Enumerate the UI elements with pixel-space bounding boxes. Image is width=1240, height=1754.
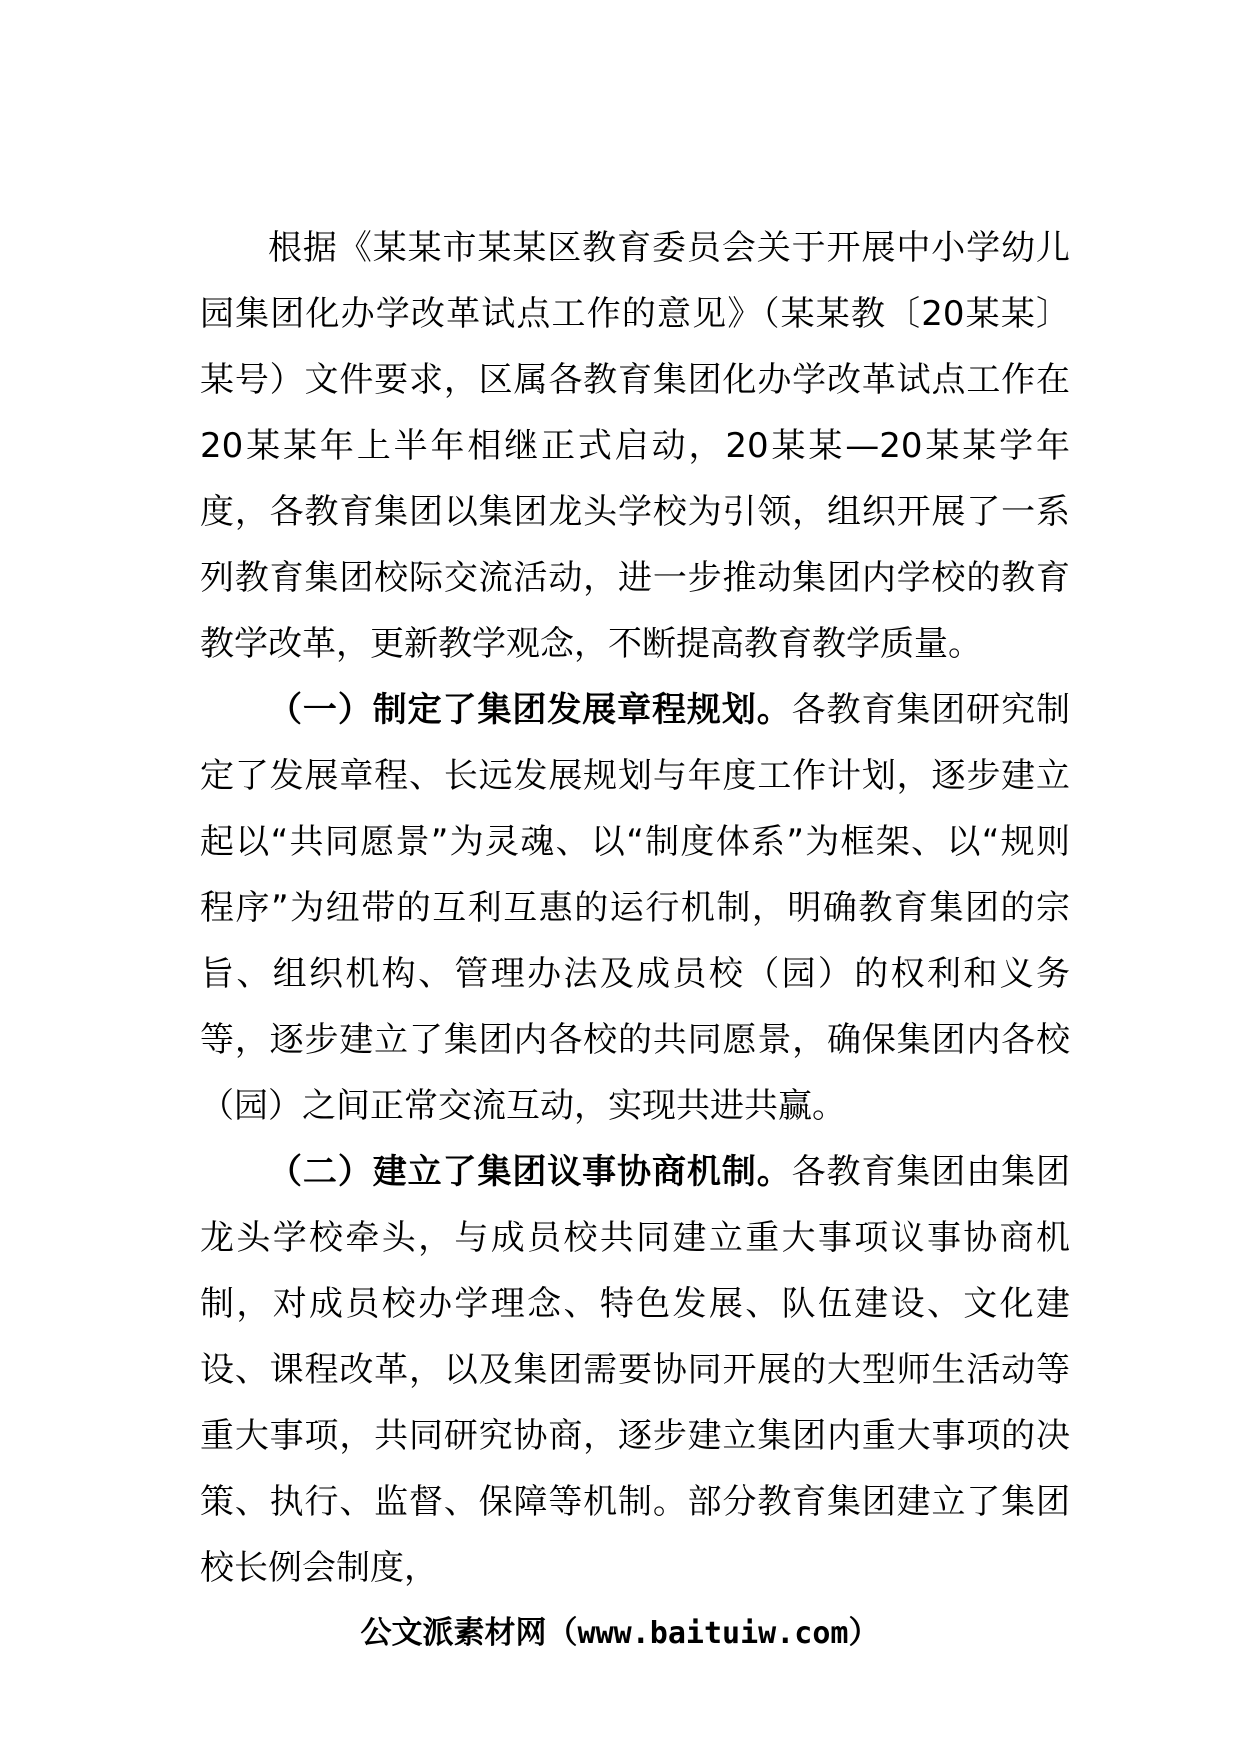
paragraph-text: 各教育集团由集团龙头学校牵头，与成员校共同建立重大事项议事协商机制，对成员校办学理念、特色发展、队伍建设、文化建设、课程改革，以及集团需要协同开展的大型师生活动等重大事项，共同研究协商，逐步建立集团内重大事项的决策、执行、监督、保障等机制。部分教育集团建立了集团校长例会制度，: [200, 1152, 1071, 1588]
paragraph-text: 各教育集团研究制定了发展章程、长远发展规划与年度工作计划，逐步建立起以“共同愿景”为灵魂、以“制度体系”为框架、以“规则程序”为纽带的互利互惠的运行机制，明确教育集团的宗旨、组织机构、管理办法及成员校（园）的权利和义务等，逐步建立了集团内各校的共同愿景，确保集团内各校（园）之间正常交流互动，实现共进共赢。: [200, 690, 1071, 1126]
footer-url: www.baituiw.com: [577, 1616, 849, 1651]
paragraph-section-1: [200, 677, 1070, 1139]
footer-close-paren: ）: [848, 1615, 880, 1651]
paragraph-section-2: [200, 1139, 1070, 1601]
document-body: [200, 215, 1070, 1601]
footer-open-paren: （: [546, 1615, 578, 1651]
paragraph-intro: [200, 215, 1070, 677]
section-heading: （二）建立了集团议事协商机制。: [268, 1152, 792, 1192]
paragraph-text: 根据《某某市某某区教育委员会关于开展中小学幼儿园集团化办学改革试点工作的意见》（某某教〔20某某〕某号）文件要求，区属各教育集团化办学改革试点工作在20某某年上半年相继正式启动，20某某—20某某学年度，各教育集团以集团龙头学校为引领，组织开展了一系列教育集团校际交流活动，进一步推动集团内学校的教育教学改革，更新教学观念，不断提高教育教学质量。: [200, 228, 1070, 664]
page-footer: [0, 1613, 1240, 1654]
footer-site-name: 公文派素材网: [360, 1615, 547, 1651]
section-heading: （一）制定了集团发展章程规划。: [268, 690, 792, 730]
